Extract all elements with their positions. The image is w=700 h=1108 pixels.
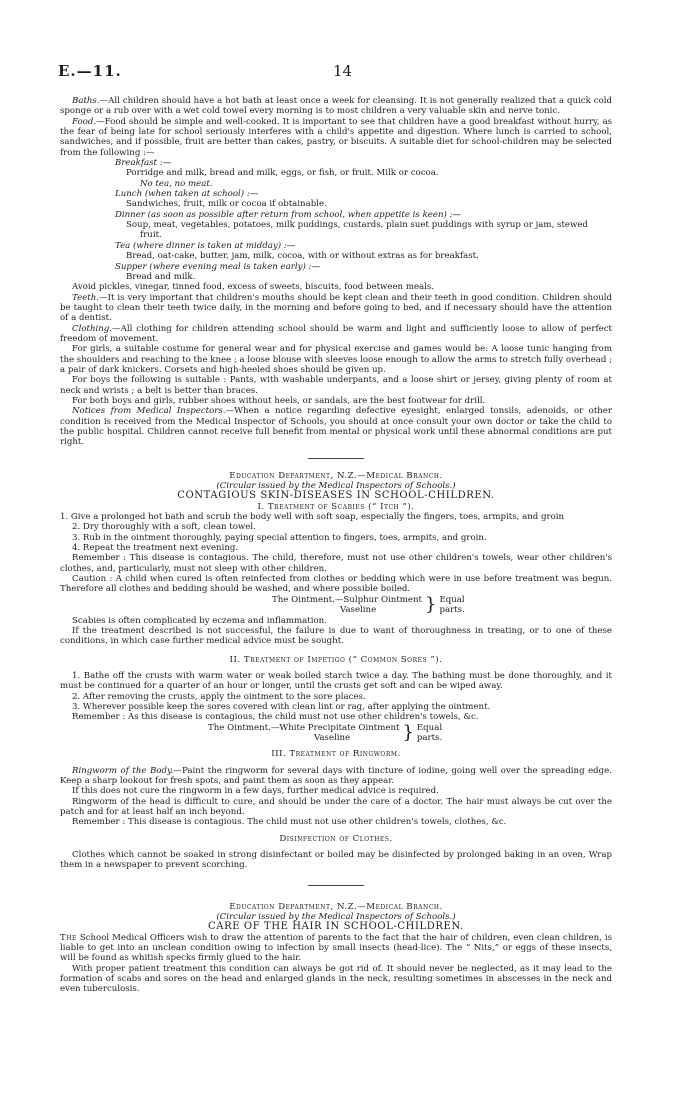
ringworm-fail: If this does not cure the ringworm in a few days, further medical advice is required. [72,786,439,797]
tea-label: Tea (where dinner is taken at midday) :— [115,240,296,251]
circular-note-1: (Circular issued by the Medical Inspectors of Schools.) [216,481,456,492]
hair-title: CARE OF THE HAIR IN SCHOOL-CHILDREN. [208,921,464,933]
tea-items: Bread, oat-cake, butter, jam, milk, cocoa, with or without extras as for breakfast. [126,251,479,262]
teeth-paragraph [60,293,612,324]
lunch-label: Lunch (when taken at school) :— [115,189,259,200]
impetigo-heading: II. Treatment of Impetigo (“ Common Sores ”). [229,654,443,665]
ringworm-body-title: Ringworm of the Body. [72,765,174,776]
supper-items: Bread and milk. [126,271,196,282]
scabies-failure: If the treatment described is not successful, the failure is due to want of thoroughness in treating, or to one of these conditions, in which case further medical advice must be sought. [60,625,612,647]
hair-intro-text: School Medical Officers wish to draw the attention of parents to the fact that the hair of children, even clean children, is liable to get into an unclean condition owing to infection by small insects (head-lice). The “ Nits,” or eggs of these insects, will be found as whitish specks firmly glued to the hair. [60,932,612,964]
dinner-label: Dinner (as soon as possible after return from school, when appetite is keen) :— [115,209,462,220]
ointment-1-parts-2: parts. [439,605,465,616]
teeth-text: —It is very important that children's mouths should be kept clean and their teeth in good condition. Children should be taught to clean their teeth twice daily, in the morning and before going to bed, and if necessary should have the attention of a dentist. [60,292,612,324]
ointment-2-parts-2: parts. [416,732,443,743]
section-divider [308,458,364,459]
clothing-text: —All clothing for children attending school should be warm and light and sufficiently loose to allow of perfect freedom of movement. [60,323,612,344]
brace-icon: } [402,721,414,743]
food-title: Food. [72,116,97,127]
ointment-table-1 [272,595,612,616]
hair-treatment: With proper patient treatment this condition can always be got rid of. It should never be neglected, as it may lead to the formation of scabs and sores on the head and enlarged glands in the neck, resulting sometimes in abscesses in the neck and even tuberculosis. [60,963,612,995]
notices-text: —When a notice regarding defective eyesight, enlarged tonsils, adenoids, or other condition is received from the Medical Inspector of Schools, you should at once consult your own doctor or take the child to the public hospital. Children cannot receive full benefit from mental or physical work until these abnormal conditions are put right. [60,406,612,448]
disinfection-heading: Disinfection of Clothes. [279,833,393,844]
baths-paragraph [60,96,612,117]
scabies-step-3: 3. Rub in the ointment thoroughly, paying special attention to fingers, toes, armpits, and groin. [72,532,487,543]
dept-heading-1: Education Department, N.Z.—Medical Branch. [229,470,443,481]
baths-title: Baths. [72,96,100,106]
impetigo-step-2: 2. After removing the crusts, apply the ointment to the sore places. [72,691,366,702]
food-paragraph [60,117,612,158]
ointment-1-line-1: The Ointment.—Sulphur Ointment [272,594,423,605]
clothing-title: Clothing. [72,323,113,334]
scabies-step-4: 4. Repeat the treatment next evening. [72,543,239,554]
clothing-paragraph [60,324,612,345]
notices-title: Notices from Medical Inspectors. [72,406,226,417]
hair-intro-lead: The [60,932,77,943]
impetigo-step-3: 3. Wherever possible keep the sores covered with clean lint or rag, after applying the ointment. [72,701,491,712]
dept-heading-2: Education Department, N.Z.—Medical Branch. [229,901,443,912]
scabies-step-1: 1. Give a prolonged hot bath and scrub the body well with soft soap, especially the fingers, toes, armpits, and groin [60,512,565,523]
ointment-1-line-2: Vaseline [340,605,377,616]
ointment-2-parts-1: Equal [416,722,443,733]
brace-icon: } [425,594,437,616]
ringworm-body-text: —Paint the ringworm for several days with tincture of iodine, going well over the spreading edge. Keep a sharp lookout for fresh spots, and paint them as soon as they appear. [60,765,612,786]
hair-intro [60,933,612,964]
supper-label: Supper (where evening meal is taken early) :— [115,261,321,272]
breakfast-items: Porridge and milk, bread and milk, eggs, or fish, or fruit. Milk or cocoa. [126,168,439,179]
lunch-items: Sandwiches, fruit, milk or cocoa if obtainable. [126,199,327,210]
dinner-items: Soup, meat, vegetables, potatoes, milk puddings, custards, plain suet puddings with syrup or jam, stewed [126,220,588,231]
ringworm-remember: Remember : This disease is contagious. The child must not use other children's towels, clothes, &c. [72,817,507,828]
disinfection-paragraph: Clothes which cannot be soaked in strong disinfectant or boiled may be disinfected by prolonged baking in an oven, Wrap them in a newspaper to prevent scorching. [60,850,612,871]
ointment-1-parts-1: Equal [439,594,465,605]
page-number: 14 [333,62,353,80]
series-code: E.—11. [58,62,122,80]
document-body [60,96,612,995]
breakfast-label: Breakfast :— [115,158,172,169]
scabies-caution: Caution : A child when cured is often reinfected from clothes or bedding which were in use before treatment was begun. Therefore all clothes and bedding should be washed, and where possible boiled. [60,574,612,595]
scabies-eczema: Scabies is often complicated by eczema and inflammation. [72,615,327,626]
contagious-title: CONTAGIOUS SKIN-DISEASES IN SCHOOL-CHILDREN. [177,490,495,502]
ointment-2-line-2: Vaseline [314,732,351,743]
impetigo-step-1: 1. Bathe off the crusts with warm water or weak boiled starch twice a day. The bathing must be done thoroughly, and it must be continued for a quarter of an hour or longer, until the crusts get soft and can be wiped away. [60,670,612,692]
boys-paragraph: For boys the following is suitable : Pants, with washable underpants, and a loose shirt or jersey, giving plenty of room at neck and wrists ; a belt is better than braces. [60,375,612,396]
notices-paragraph [60,406,612,447]
baths-text: —All children should have a hot bath at least once a week for cleansing. It is not generally realized that a quick cold sponge or a rub over with a wet cold towel every morning is to most children a very valuable skin and nerve tonic. [60,96,612,117]
ringworm-heading: III. Treatment of Ringworm. [271,749,401,760]
ringworm-head: Ringworm of the head is difficult to cure, and should be under the care of a doctor. The hair must always be cut over the patch and for at least half an inch beyond. [60,796,612,817]
both-paragraph: For both boys and girls, rubber shoes without heels, or sandals, are the best footwear for drill. [72,395,486,406]
teeth-title: Teeth. [72,292,99,303]
scabies-step-2: 2. Dry thoroughly with a soft, clean towel. [72,522,256,533]
circular-note-2: (Circular issued by the Medical Inspectors of Schools.) [216,912,456,923]
section-divider-2 [308,885,364,886]
girls-paragraph: For girls, a suitable costume for general wear and for physical exercise and games would be: A loose tunic hanging from the shoulders and reaching to the knee ; a loose blouse with sleeves loose enough to allow the arms to stretch fully overhead ; a pair of dark knickers. Corsets and high-heeled shoes should be given up. [60,344,612,375]
ointment-2-line-1: The Ointment.—White Precipitate Ointment [208,722,400,733]
impetigo-remember: Remember : As this disease is contagious, the child must not use other children's towels, &c. [72,712,479,723]
ointment-table-2 [208,723,612,744]
scabies-heading: I. Treatment of Scabies (“ Itch ”). [257,501,415,512]
breakfast-note: No tea, no meat. [140,178,213,189]
avoid-paragraph: Avoid pickles, vinegar, tinned food, excess of sweets, biscuits, food between meals. [72,282,435,293]
food-text: —Food should be simple and well-cooked. It is important to see that children have a good breakfast without hurry, as the fear of being late for school seriously interferes with a child's appetite and digestion. Where lunch is carried to school, sandwiches, and if possible, fruit are better than cakes, pastry, or biscuits. A suitable diet for school-children may be selected from the following :— [60,116,612,158]
scabies-remember: Remember : This disease is contagious. The child, therefore, must not use other children's towels, wear other children's clothes, and, particularly, must not sleep with other children. [60,553,612,574]
dinner-items-cont: fruit. [140,230,162,241]
ringworm-body-paragraph [60,766,612,787]
